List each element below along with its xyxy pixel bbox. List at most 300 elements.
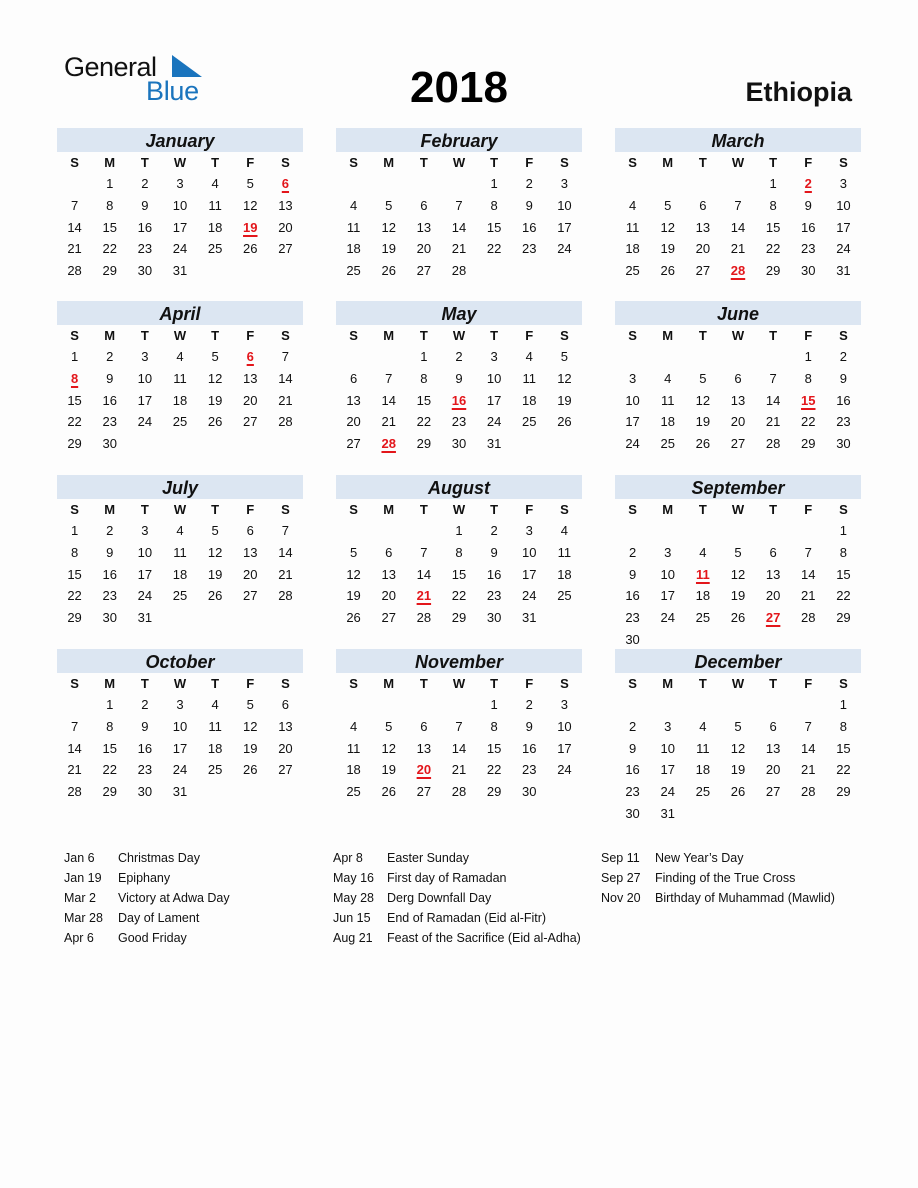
day-cell: 16 (102, 392, 117, 408)
day-cell: 18 (695, 588, 711, 604)
empty-cell (720, 281, 755, 303)
empty-cell (512, 802, 547, 824)
day-cell: 26 (207, 414, 223, 430)
day-cell: 17 (625, 414, 640, 430)
empty-cell (720, 346, 755, 368)
empty-cell (57, 454, 92, 476)
day-cell: 10 (836, 198, 851, 214)
day-cell: 22 (765, 241, 781, 257)
day-cell: 13 (243, 371, 258, 387)
empty-cell (650, 346, 685, 368)
day-cell: 25 (207, 241, 223, 257)
empty-cell (441, 173, 476, 195)
day-cell: 8 (70, 545, 79, 561)
day-cell: 7 (70, 198, 79, 214)
empty-cell (791, 454, 826, 476)
weekday-label: T (769, 328, 778, 343)
weekday-label: M (104, 328, 116, 343)
holiday-date: Jun 15 (333, 911, 371, 925)
day-cell: 22 (416, 414, 432, 430)
weekday-label: T (419, 502, 428, 517)
day-cell: 26 (243, 762, 258, 778)
day-cell: 6 (281, 697, 290, 713)
day-cell: 10 (522, 545, 537, 561)
day-cell: 23 (625, 610, 640, 626)
empty-cell (685, 628, 720, 650)
empty-cell (756, 346, 791, 368)
empty-cell (756, 628, 791, 650)
day-cell: 10 (172, 198, 188, 214)
day-cell: 18 (172, 566, 188, 582)
day-cell: 14 (278, 371, 293, 387)
empty-cell (336, 628, 371, 650)
weekday-label: F (246, 502, 255, 517)
day-cell: 13 (695, 219, 711, 235)
page-title-year: 2018 (410, 63, 508, 112)
day-cell: 5 (699, 371, 707, 387)
holiday-day-cell: 15 (801, 392, 816, 408)
empty-cell (826, 281, 861, 303)
empty-cell (57, 628, 92, 650)
day-cell: 13 (243, 545, 258, 561)
empty-cell (650, 694, 685, 716)
day-cell: 25 (695, 784, 711, 800)
empty-cell (233, 628, 268, 650)
day-cell: 10 (625, 392, 640, 408)
weekday-label: F (525, 328, 534, 343)
weekday-label: S (70, 502, 79, 517)
weekday-label: W (452, 155, 466, 170)
day-cell: 15 (67, 566, 82, 582)
day-cell: 14 (278, 545, 293, 561)
day-cell: 4 (664, 371, 672, 387)
day-cell: 8 (455, 545, 463, 561)
day-cell: 2 (106, 523, 114, 539)
day-cell: 12 (557, 371, 572, 387)
empty-cell (233, 433, 268, 455)
month-header: October (57, 649, 303, 673)
day-cell: 19 (381, 762, 396, 778)
weekday-label: F (804, 502, 813, 517)
weekday-label: S (281, 328, 290, 343)
day-cell: 22 (836, 588, 851, 604)
empty-cell (615, 281, 650, 303)
day-cell: 24 (625, 436, 640, 452)
day-cell: 9 (628, 566, 637, 582)
day-cell: 1 (804, 349, 812, 365)
empty-cell (127, 454, 162, 476)
weekday-label: T (140, 676, 149, 691)
empty-cell (477, 802, 512, 824)
day-cell: 23 (801, 241, 816, 257)
day-cell: 31 (486, 436, 502, 452)
day-cell: 27 (765, 784, 781, 800)
empty-cell (162, 433, 197, 455)
day-cell: 3 (141, 523, 149, 539)
day-cell: 28 (416, 610, 432, 626)
holiday-item (333, 848, 581, 868)
day-cell: 23 (102, 414, 117, 430)
weekday-label: S (70, 676, 79, 691)
weekday-label: W (173, 502, 187, 517)
empty-cell (685, 694, 720, 716)
day-cell: 16 (625, 588, 640, 604)
day-cell: 9 (628, 740, 637, 756)
day-cell: 20 (416, 241, 432, 257)
day-cell: 6 (246, 523, 254, 539)
day-cell: 2 (525, 697, 533, 713)
empty-cell (441, 802, 476, 824)
day-cell: 3 (664, 545, 672, 561)
holiday-item (64, 908, 230, 928)
holiday-name: Epiphany (118, 871, 171, 885)
empty-cell (406, 520, 441, 542)
day-cell: 19 (346, 588, 361, 604)
empty-cell (198, 628, 233, 650)
day-cell: 18 (207, 740, 223, 756)
day-cell: 2 (106, 349, 114, 365)
empty-cell (371, 628, 406, 650)
day-cell: 31 (172, 784, 188, 800)
day-cell: 4 (628, 198, 637, 214)
day-cell: 15 (67, 392, 82, 408)
day-cell: 28 (801, 610, 816, 626)
empty-cell (57, 173, 92, 195)
weekday-label: M (662, 328, 674, 343)
day-cell: 12 (207, 371, 223, 387)
day-cell: 9 (804, 198, 812, 214)
day-cell: 2 (628, 719, 637, 735)
day-cell: 4 (699, 545, 707, 561)
day-cell: 24 (557, 762, 572, 778)
day-cell: 10 (137, 371, 153, 387)
holiday-day-cell: 8 (70, 371, 79, 387)
empty-cell (162, 281, 197, 303)
weekday-label: S (560, 155, 569, 170)
day-cell: 28 (765, 436, 781, 452)
month-june (615, 301, 861, 476)
day-cell: 18 (625, 241, 640, 257)
weekday-label: T (490, 676, 499, 691)
day-cell: 23 (486, 588, 502, 604)
day-cell: 16 (801, 219, 816, 235)
weekday-label: T (769, 155, 778, 170)
empty-cell (441, 281, 476, 303)
day-cell: 10 (557, 198, 572, 214)
day-cell: 18 (346, 241, 361, 257)
day-cell: 24 (486, 414, 502, 430)
empty-cell (615, 173, 650, 195)
day-cell: 4 (176, 523, 184, 539)
day-cell: 27 (730, 436, 746, 452)
weekday-label: F (525, 676, 534, 691)
day-cell: 26 (207, 588, 223, 604)
empty-cell (127, 433, 162, 455)
empty-cell (477, 260, 512, 282)
day-cell: 16 (522, 219, 537, 235)
day-cell: 26 (243, 241, 258, 257)
day-cell: 5 (385, 719, 393, 735)
day-cell: 10 (660, 566, 675, 582)
day-cell: 5 (246, 697, 254, 713)
day-cell: 24 (137, 588, 153, 604)
day-cell: 4 (525, 349, 533, 365)
holiday-date: Nov 20 (601, 891, 641, 905)
day-cell: 26 (695, 436, 711, 452)
empty-cell (720, 694, 755, 716)
empty-cell (791, 281, 826, 303)
day-cell: 28 (67, 784, 82, 800)
weekday-label: T (769, 676, 778, 691)
day-cell: 5 (734, 719, 742, 735)
weekday-label: W (452, 676, 466, 691)
weekday-label: F (804, 676, 813, 691)
empty-cell (336, 454, 371, 476)
day-cell: 14 (67, 740, 82, 756)
holiday-name: Feast of the Sacrifice (Eid al-Adha) (387, 931, 581, 945)
day-cell: 8 (490, 198, 498, 214)
day-cell: 19 (243, 740, 258, 756)
day-cell: 6 (385, 545, 393, 561)
empty-cell (371, 346, 406, 368)
day-cell: 28 (278, 414, 293, 430)
empty-cell (233, 607, 268, 629)
day-cell: 1 (106, 697, 114, 713)
day-cell: 7 (420, 545, 428, 561)
holiday-date: Jan 19 (64, 871, 102, 885)
month-header: June (615, 301, 861, 325)
month-december (615, 649, 861, 824)
weekday-label: T (211, 328, 220, 343)
day-cell: 23 (137, 762, 153, 778)
empty-cell (268, 607, 303, 629)
weekday-label: T (140, 328, 149, 343)
holiday-day-cell: 28 (730, 263, 746, 279)
weekday-label: M (383, 155, 395, 170)
empty-cell (92, 802, 127, 824)
month-april (57, 301, 303, 476)
day-cell: 7 (455, 198, 463, 214)
empty-cell (477, 454, 512, 476)
day-cell: 7 (455, 719, 463, 735)
day-cell: 13 (278, 198, 293, 214)
day-cell: 25 (172, 414, 188, 430)
day-cell: 9 (839, 371, 848, 387)
empty-cell (162, 454, 197, 476)
day-cell: 26 (381, 263, 396, 279)
day-cell: 26 (557, 414, 572, 430)
day-cell: 14 (416, 566, 432, 582)
holiday-day-cell: 6 (246, 349, 254, 365)
empty-cell (233, 281, 268, 303)
weekday-label: S (560, 502, 569, 517)
day-cell: 21 (278, 392, 293, 408)
weekday-label: T (140, 155, 149, 170)
weekday-label: S (70, 155, 79, 170)
day-cell: 7 (804, 719, 812, 735)
day-cell: 31 (660, 805, 675, 821)
empty-cell (268, 281, 303, 303)
day-cell: 16 (522, 740, 537, 756)
day-cell: 7 (734, 198, 742, 214)
day-cell: 3 (839, 176, 848, 192)
day-cell: 16 (836, 392, 851, 408)
empty-cell (336, 802, 371, 824)
weekday-label: S (628, 502, 637, 517)
logo-triangle-icon (172, 55, 202, 77)
empty-cell (162, 607, 197, 629)
day-cell: 11 (346, 219, 361, 235)
day-cell: 2 (839, 349, 848, 365)
day-cell: 6 (349, 371, 358, 387)
empty-cell (650, 520, 685, 542)
holiday-name: Christmas Day (118, 851, 200, 865)
day-cell: 22 (67, 414, 82, 430)
day-cell: 23 (625, 784, 640, 800)
day-cell: 27 (243, 588, 258, 604)
empty-cell (406, 173, 441, 195)
empty-cell (406, 454, 441, 476)
empty-cell (336, 173, 371, 195)
weekday-label: T (419, 155, 428, 170)
empty-cell (127, 802, 162, 824)
day-cell: 23 (522, 762, 537, 778)
weekday-label: M (383, 676, 395, 691)
day-cell: 11 (173, 371, 187, 387)
day-cell: 8 (106, 719, 114, 735)
day-cell: 4 (176, 349, 184, 365)
holiday-day-cell: 21 (416, 588, 432, 604)
day-cell: 13 (765, 566, 781, 582)
holiday-item (64, 888, 230, 908)
empty-cell (720, 802, 755, 824)
day-cell: 9 (106, 545, 114, 561)
day-cell: 20 (278, 740, 293, 756)
empty-cell (198, 607, 233, 629)
day-cell: 11 (208, 198, 222, 214)
holiday-column (601, 848, 835, 908)
empty-cell (615, 346, 650, 368)
day-cell: 5 (211, 349, 219, 365)
empty-cell (685, 520, 720, 542)
weekday-label: S (839, 328, 848, 343)
month-may (336, 301, 582, 476)
weekday-label: T (211, 502, 220, 517)
empty-cell (336, 520, 371, 542)
day-cell: 20 (243, 566, 258, 582)
empty-cell (198, 454, 233, 476)
weekday-label: S (349, 676, 358, 691)
weekday-label: S (628, 676, 637, 691)
day-cell: 28 (451, 263, 467, 279)
empty-cell (615, 454, 650, 476)
day-cell: 19 (730, 762, 746, 778)
weekday-label: T (490, 328, 499, 343)
day-cell: 19 (660, 241, 675, 257)
day-cell: 12 (207, 545, 223, 561)
weekday-label: T (698, 502, 707, 517)
holiday-name: Day of Lament (118, 911, 200, 925)
day-cell: 25 (625, 263, 640, 279)
holiday-name: Birthday of Muhammad (Mawlid) (655, 891, 835, 905)
holiday-day-cell: 19 (243, 219, 258, 235)
day-cell: 29 (801, 436, 816, 452)
day-cell: 31 (836, 263, 851, 279)
day-cell: 1 (70, 523, 79, 539)
day-cell: 8 (804, 371, 812, 387)
day-cell: 22 (102, 762, 117, 778)
month-header: December (615, 649, 861, 673)
empty-cell (512, 281, 547, 303)
empty-cell (268, 260, 303, 282)
holiday-name: Victory at Adwa Day (118, 891, 230, 905)
weekday-label: T (490, 155, 499, 170)
holiday-day-cell: 2 (804, 176, 812, 192)
day-cell: 8 (839, 545, 848, 561)
day-cell: 3 (628, 371, 637, 387)
empty-cell (162, 802, 197, 824)
day-cell: 3 (560, 176, 569, 192)
day-cell: 29 (486, 784, 502, 800)
day-cell: 27 (416, 784, 432, 800)
day-cell: 30 (625, 805, 640, 821)
day-cell: 9 (141, 719, 149, 735)
empty-cell (198, 802, 233, 824)
day-cell: 2 (525, 176, 533, 192)
day-cell: 1 (490, 176, 498, 192)
day-cell: 6 (699, 198, 707, 214)
weekday-label: F (246, 155, 255, 170)
day-cell: 27 (381, 610, 396, 626)
day-cell: 30 (102, 610, 117, 626)
empty-cell (57, 694, 92, 716)
empty-cell (371, 173, 406, 195)
day-cell: 30 (836, 436, 851, 452)
day-cell: 29 (67, 610, 82, 626)
month-march (615, 128, 861, 303)
day-cell: 20 (695, 241, 711, 257)
holiday-date: Aug 21 (333, 931, 373, 945)
empty-cell (547, 607, 582, 629)
empty-cell (127, 281, 162, 303)
day-cell: 20 (765, 588, 781, 604)
weekday-label: S (839, 155, 848, 170)
day-cell: 17 (660, 762, 675, 778)
empty-cell (127, 628, 162, 650)
day-cell: 5 (560, 349, 569, 365)
empty-cell (233, 454, 268, 476)
holiday-column (64, 848, 230, 948)
empty-cell (685, 802, 720, 824)
empty-cell (268, 628, 303, 650)
month-header: May (336, 301, 582, 325)
weekday-label: M (104, 676, 116, 691)
weekday-label: T (769, 502, 778, 517)
day-cell: 26 (381, 784, 396, 800)
month-september (615, 475, 861, 650)
day-cell: 22 (102, 241, 117, 257)
day-cell: 5 (734, 545, 742, 561)
day-cell: 18 (207, 219, 223, 235)
day-cell: 9 (490, 545, 498, 561)
day-cell: 11 (522, 371, 537, 387)
day-cell: 21 (381, 414, 396, 430)
day-cell: 28 (801, 784, 816, 800)
day-cell: 21 (801, 588, 816, 604)
day-cell: 29 (836, 784, 851, 800)
day-cell: 2 (490, 523, 498, 539)
empty-cell (268, 454, 303, 476)
